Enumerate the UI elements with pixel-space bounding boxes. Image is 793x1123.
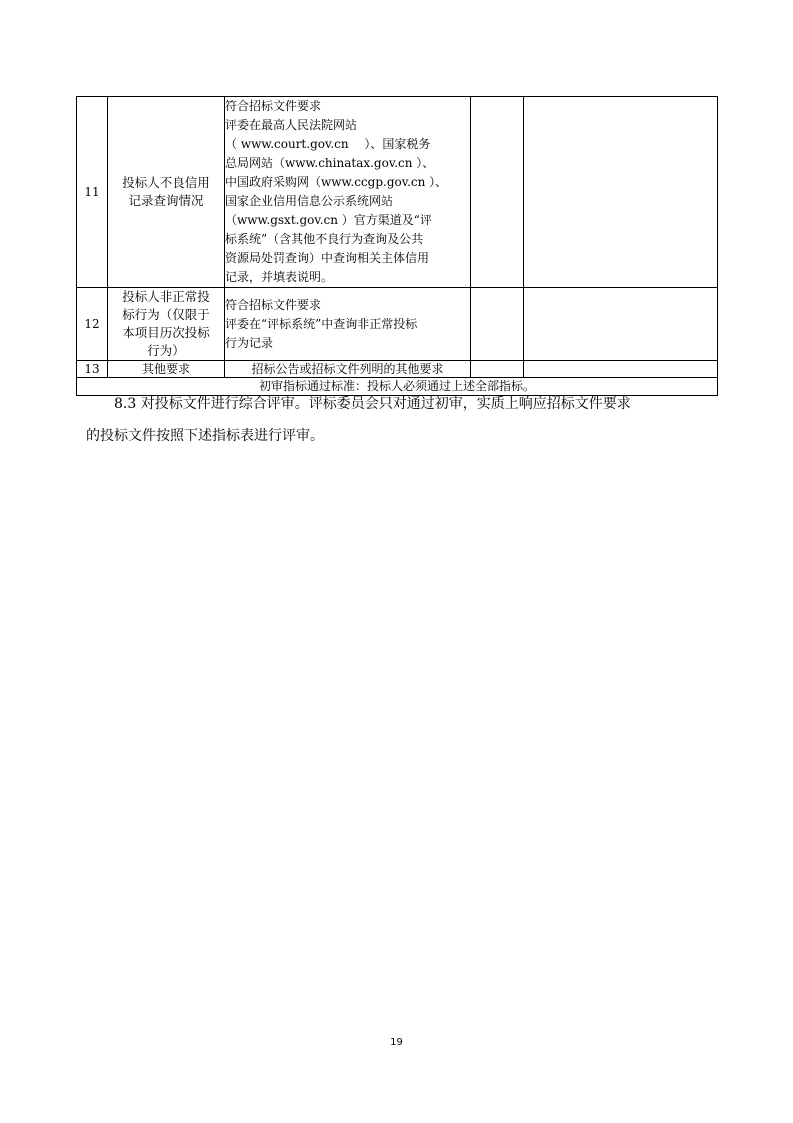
requirement-line: 符合招标文件要求 xyxy=(225,99,322,113)
body-paragraph: 8.3 对投标文件进行综合评审。评标委员会只对通过初审，实质上响应招标文件要求 xyxy=(114,396,631,412)
requirement-line: （www.gsxt.gov.cn ）官方渠道及“评 xyxy=(225,213,432,227)
empty-cell xyxy=(471,97,524,288)
item-line: 投标人不良信用 xyxy=(122,175,210,190)
requirement-line: 记录，并填表说明。 xyxy=(225,270,334,284)
item-line: 记录查询情况 xyxy=(128,193,204,208)
requirement-line: 符合招标文件要求 xyxy=(225,297,322,312)
requirement-line: （ www.court.gov.cn ）、国家税务 xyxy=(225,137,431,151)
body-paragraph: 的投标文件按照下述指标表进行评审。 xyxy=(86,428,324,444)
requirement-line: 国家企业信用信息公示系统网站 xyxy=(225,194,394,208)
item-line: 投标人非正常投 xyxy=(122,289,210,304)
table-row xyxy=(77,361,718,378)
requirement-line: 总局网站（www.chinatax.gov.cn ）、 xyxy=(225,156,435,170)
empty-cell xyxy=(524,288,718,361)
requirement-line: 评委在“评标系统”中查询非正常投标 xyxy=(225,316,418,331)
page-number: 19 xyxy=(390,1037,403,1048)
row-requirement xyxy=(225,97,471,288)
table-row xyxy=(77,97,718,288)
row-number: 12 xyxy=(77,288,108,361)
table-row xyxy=(77,288,718,361)
row-item-name: 其他要求 xyxy=(108,361,225,378)
empty-cell xyxy=(524,361,718,378)
row-number: 13 xyxy=(77,361,108,378)
row-requirement: 招标公告或招标文件列明的其他要求 xyxy=(225,361,471,378)
pass-standard: 初审指标通过标准：投标人必须通过上述全部指标。 xyxy=(77,378,718,396)
requirement-line: 标系统”（含其他不良行为查询及公共 xyxy=(225,232,424,246)
item-line: 行为） xyxy=(147,343,185,358)
empty-cell xyxy=(471,361,524,378)
requirement-line: 评委在最高人民法院网站 xyxy=(225,118,358,132)
requirement-line: 资源局处罚查询）中查询相关主体信用 xyxy=(225,251,430,265)
row-requirement xyxy=(225,288,471,361)
evaluation-table xyxy=(76,96,718,396)
empty-cell xyxy=(471,288,524,361)
item-line: 标行为（仅限于 xyxy=(122,307,210,322)
row-number: 11 xyxy=(77,97,108,288)
row-item-name xyxy=(108,97,225,288)
requirement-line: 行为记录 xyxy=(225,335,274,350)
requirement-line: 中国政府采购网（www.ccgp.gov.cn ）、 xyxy=(225,175,448,189)
empty-cell xyxy=(524,97,718,288)
row-item-name xyxy=(108,288,225,361)
item-line: 本项目历次投标 xyxy=(122,325,210,340)
